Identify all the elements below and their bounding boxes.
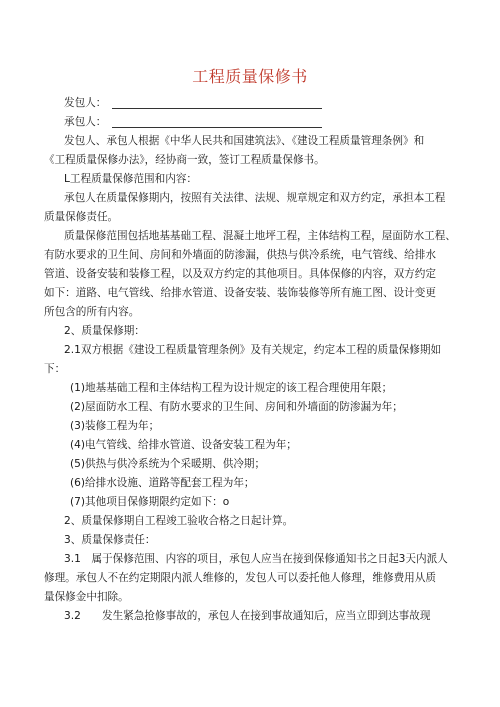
- paragraph-line: 2.1双方根据《建设工程质量管理条例》及有关规定，约定本工程的质量保修期如: [64, 344, 442, 356]
- section-heading: 2、质量保修期：: [64, 325, 145, 337]
- list-item: (7)其他项目保修期限约定如下：o: [70, 496, 230, 508]
- paragraph-line: 量保修金中扣除。: [44, 591, 129, 603]
- paragraph-line: 承包人在质量保修期内，按照有关法律、法规、规章规定和双方约定，承担本工程: [64, 192, 446, 204]
- paragraph-line: 发包人、承包人根据《中华人民共和国建筑法》、《建设工程质量管理条例》和: [64, 135, 425, 147]
- paragraph-line: 质量保修责任。: [44, 211, 119, 223]
- paragraph-line: 修理。承包人不在约定期限内派人维修的，发包人可以委托他人修理，维修费用从质: [44, 572, 436, 584]
- section-heading: 3、质量保修责任：: [64, 534, 156, 546]
- employer-label: 发包人：: [64, 97, 107, 109]
- paragraph-line: 所包含的所有内容。: [44, 306, 140, 318]
- paragraph-line: 如下：道路、电气管线、给排水管道、设备安装、装饰装修等所有施工图、设计变更: [44, 287, 436, 299]
- paragraph-line: 下：: [44, 363, 66, 375]
- list-item: (3)装修工程为年；: [70, 420, 160, 432]
- employer-blank-line: [112, 108, 322, 109]
- paragraph-line: 3.1 属于保修范围、内容的项目，承包人应当在接到保修通知书之日起3天内派人: [64, 553, 448, 565]
- paragraph-line: 质量保修范围包括地基基础工程、混凝土地坪工程，主体结构工程，屋面防水工程、: [64, 230, 456, 242]
- paragraph-line: 《工程质量保修办法》，经协商一致，签订工程质量保修书。: [44, 154, 325, 166]
- paragraph-line: 2、质量保修期自工程竣工验收合格之日起计算。: [64, 515, 294, 527]
- paragraph-line: 管道、设备安装和装修工程，以及双方约定的其他项目。具体保修的内容，双方约定: [44, 268, 436, 280]
- list-item: (2)屋面防水工程、有防水要求的卫生间、房间和外墙面的防渗漏为年；: [70, 401, 403, 413]
- section-heading: L工程质量保修范围和内容：: [64, 173, 198, 185]
- paragraph-line: 有防水要求的卫生间、房间和外墙面的防渗漏，供热与供冷系统，电气管线、给排水: [44, 249, 436, 261]
- list-item: (4)电气管线、给排水管道、设备安装工程为年；: [70, 439, 297, 451]
- list-item: (6)给排水设施、道路等配套工程为年；: [70, 477, 255, 489]
- list-item: (5)供热与供冷系统为个采暖期、供冷期；: [70, 458, 266, 470]
- paragraph-line: 3.2 发生紧急抢修事故的，承包人在接到事故通知后，应当立即到达事故现: [64, 610, 431, 622]
- contractor-blank-line: [112, 127, 322, 128]
- document-title: 工程质量保修书: [192, 67, 308, 86]
- contractor-label: 承包人：: [64, 116, 107, 128]
- list-item: (1)地基基础工程和主体结构工程为设计规定的该工程合理使用年限；: [70, 382, 393, 394]
